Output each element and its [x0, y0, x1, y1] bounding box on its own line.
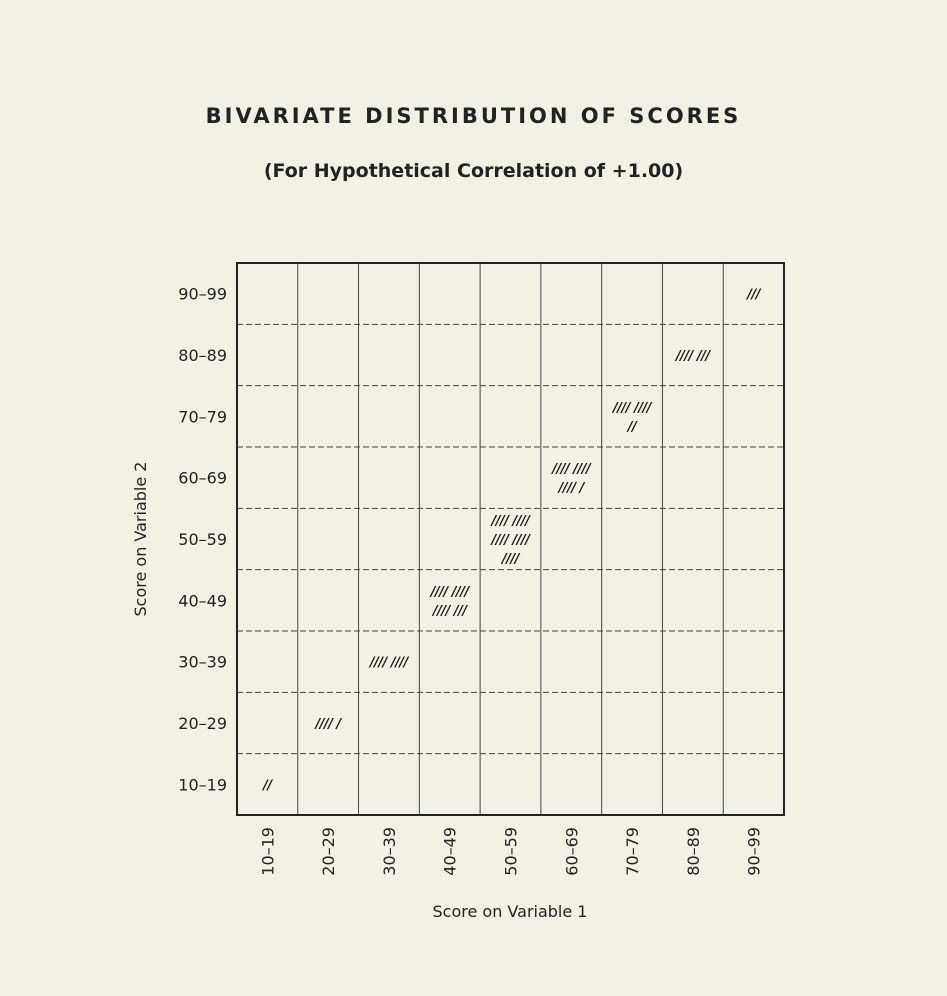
tally-mark: //// ////: [430, 584, 469, 600]
tally-cell: [745, 288, 761, 303]
y-tick-label: 20–29: [178, 714, 227, 733]
chart-title: BIVARIATE DISTRIBUTION OF SCORES: [205, 104, 742, 128]
y-axis-label: Score on Variable 2: [131, 461, 150, 617]
y-tick-label: 40–49: [178, 591, 227, 611]
tally-cell: [429, 585, 471, 619]
x-tick-label: 30–39: [379, 827, 399, 876]
tally-cell: [489, 514, 531, 567]
tally-mark: //// ////: [613, 400, 652, 416]
tally-cell: [368, 656, 410, 671]
tally-mark: ///: [747, 287, 760, 303]
tally-mark: //// ///: [675, 349, 710, 364]
tally-mark: //// ////: [369, 655, 408, 671]
y-tick-label: 10–19: [178, 775, 227, 795]
tally-mark: //: [263, 778, 272, 794]
tally-mark: //// /: [315, 717, 341, 732]
tally-mark: //// ///: [432, 603, 467, 619]
tally-cells: [261, 288, 762, 794]
x-axis-label: Score on Variable 1: [432, 902, 588, 921]
x-tick-label: 20–29: [319, 827, 339, 876]
tally-cell: [550, 462, 592, 496]
y-tick-label: 50–59: [178, 530, 227, 549]
x-tick-labels: [258, 827, 763, 876]
x-tick-label: 50–59: [501, 827, 521, 876]
x-tick-label: 60–69: [562, 827, 582, 876]
y-tick-label: 70–79: [178, 407, 227, 427]
chart-subtitle: (For Hypothetical Correlation of +1.00): [263, 160, 684, 182]
tally-mark: //// /: [558, 481, 584, 497]
x-tick-label: 90–99: [744, 827, 764, 876]
x-tick-label: 40–49: [440, 827, 460, 876]
y-tick-label: 80–89: [178, 346, 227, 365]
x-tick-label: 10–19: [258, 827, 278, 876]
tally-cell: [674, 349, 712, 364]
x-tick-label: 70–79: [623, 827, 643, 876]
tally-cell: [314, 717, 343, 732]
y-tick-labels: [178, 285, 227, 795]
tally-mark: //// ////: [491, 514, 530, 529]
tally-cell: [261, 778, 273, 793]
y-tick-label: 30–39: [178, 652, 227, 672]
y-tick-label: 60–69: [178, 468, 227, 488]
tally-mark: //// ////: [491, 533, 530, 548]
tally-cell: [611, 401, 653, 435]
tally-mark: //// ////: [552, 462, 591, 478]
tally-mark: //: [627, 419, 637, 435]
tally-mark: ////: [502, 552, 519, 567]
y-tick-label: 90–99: [178, 284, 227, 304]
x-tick-label: 80–89: [683, 827, 703, 876]
